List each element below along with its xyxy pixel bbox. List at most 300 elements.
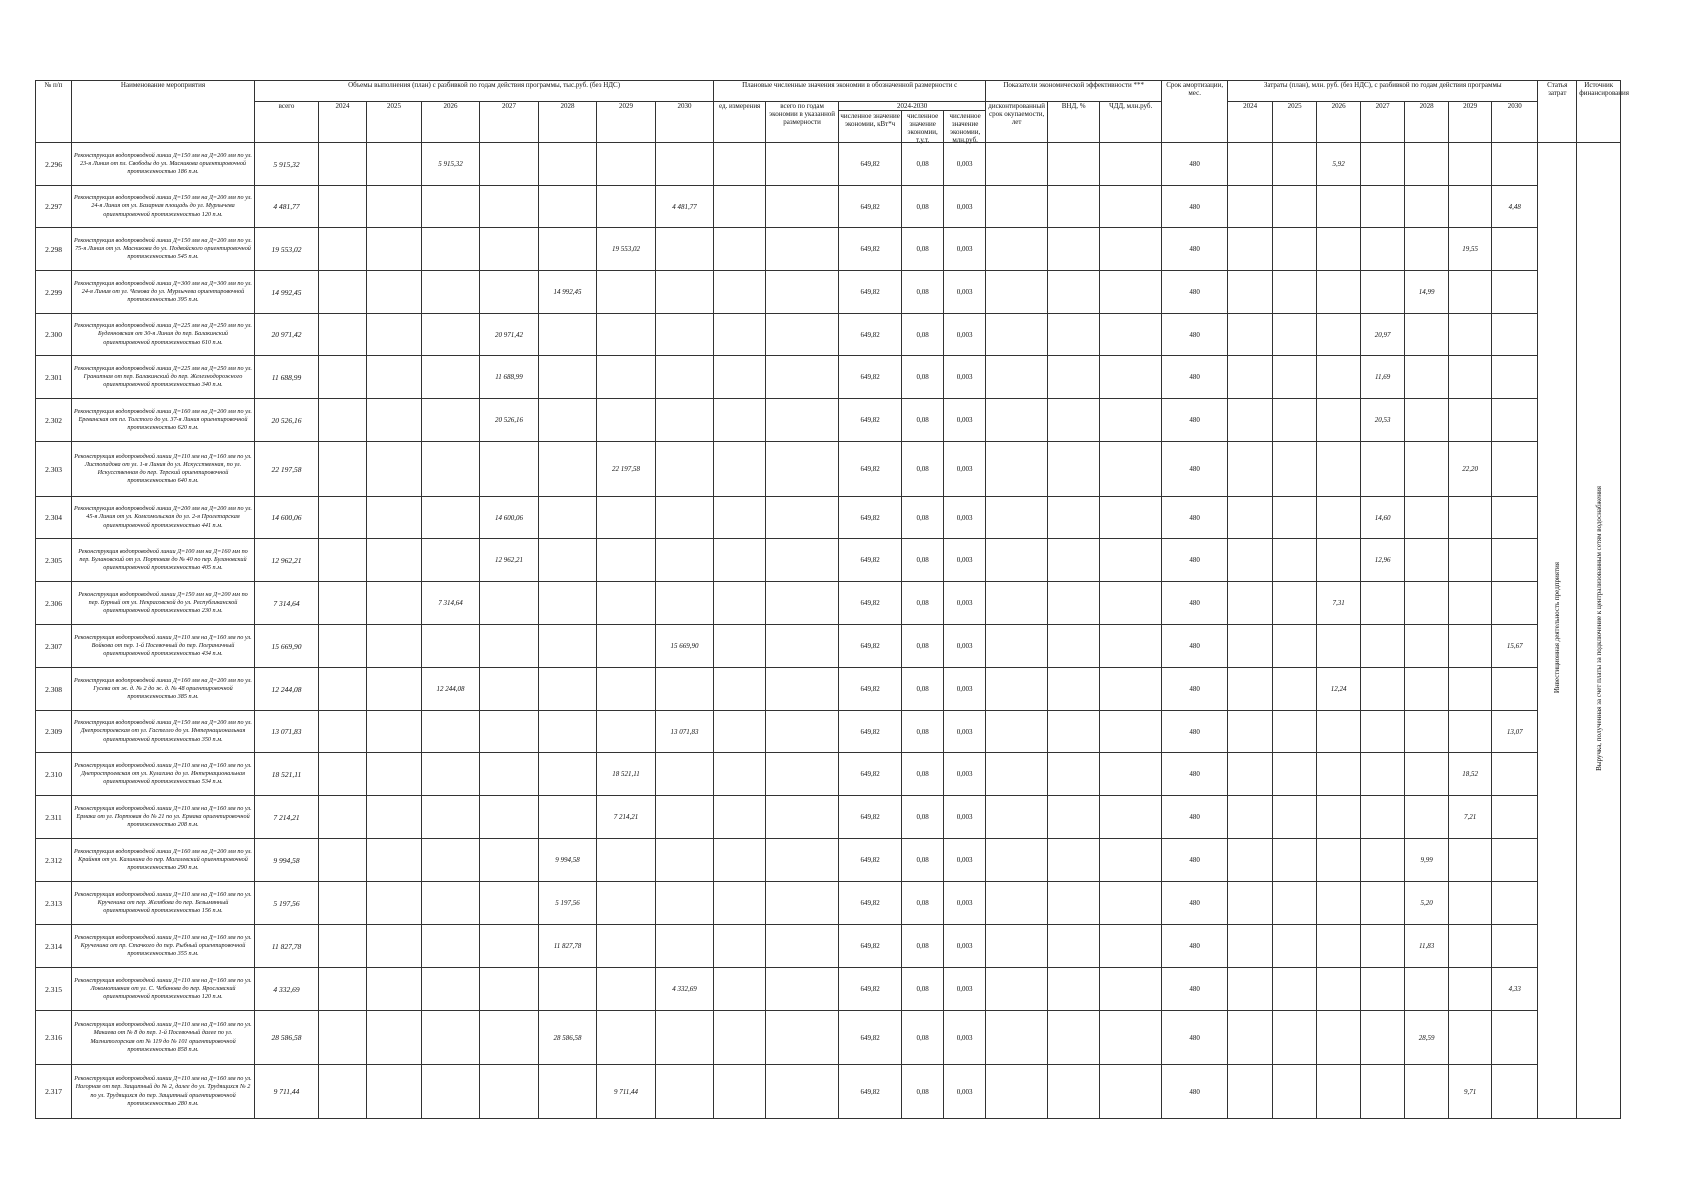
efficiency-cell	[1100, 442, 1162, 497]
row-number: 2.297	[36, 186, 72, 228]
unit-cell	[714, 968, 766, 1011]
unit-cell	[714, 271, 766, 314]
efficiency-cell	[1048, 668, 1100, 711]
efficiency-cell	[1100, 271, 1162, 314]
cost-year-empty	[1361, 582, 1405, 625]
volume-year-empty	[422, 442, 480, 497]
saving-rub: 0,003	[944, 625, 986, 668]
volume-year-empty	[319, 143, 367, 186]
volume-total: 11 688,99	[255, 356, 319, 399]
measure-name: Реконструкция водопроводной линии Д=150 мм на Д=200 мм по ул. Днепростроевская от ул. Гастелло до ул. Интернациональная ориентировочной протяженностью 350 п.м.	[72, 711, 255, 753]
saving-kwh: 649,82	[839, 882, 902, 925]
cost-year-empty	[1405, 625, 1449, 668]
volume-year-empty	[597, 925, 656, 968]
efficiency-cell	[986, 882, 1048, 925]
cost-year-empty	[1492, 753, 1538, 796]
volume-year-empty	[319, 753, 367, 796]
amortization-term: 480	[1162, 968, 1228, 1011]
by-years-cell	[766, 186, 839, 228]
cost-year-empty	[1361, 925, 1405, 968]
saving-rub: 0,003	[944, 796, 986, 839]
cost-year-empty	[1273, 186, 1317, 228]
cost-year-value: 22,20	[1449, 442, 1492, 497]
volume-year-value: 9 994,58	[539, 839, 597, 882]
volume-year-value: 13 071,83	[656, 711, 714, 753]
efficiency-cell	[986, 399, 1048, 442]
efficiency-cell	[1048, 497, 1100, 539]
by-years-cell	[766, 356, 839, 399]
row-number: 2.309	[36, 711, 72, 753]
volume-year-empty	[539, 1065, 597, 1119]
table-row	[36, 271, 1621, 314]
volume-year-empty	[319, 882, 367, 925]
header-cost-year: 2027	[1361, 102, 1405, 143]
efficiency-cell	[1048, 796, 1100, 839]
header-cost-year: 2030	[1492, 102, 1538, 143]
row-number: 2.311	[36, 796, 72, 839]
volume-year-empty	[367, 228, 422, 271]
cost-year-empty	[1405, 753, 1449, 796]
saving-rub: 0,003	[944, 143, 986, 186]
cost-year-empty	[1228, 399, 1273, 442]
saving-rub: 0,003	[944, 753, 986, 796]
table-row	[36, 356, 1621, 399]
cost-year-empty	[1317, 314, 1361, 356]
source-cell	[1577, 143, 1621, 1119]
cost-year-empty	[1492, 271, 1538, 314]
cost-year-empty	[1405, 143, 1449, 186]
efficiency-cell	[1100, 925, 1162, 968]
cost-year-empty	[1492, 539, 1538, 582]
cost-year-empty	[1317, 271, 1361, 314]
cost-year-empty	[1273, 839, 1317, 882]
saving-tut: 0,08	[902, 882, 944, 925]
volume-year-value: 7 314,64	[422, 582, 480, 625]
measure-name: Реконструкция водопроводной линии Д=110 мм на Д=160 мм по ул. Днепростроевская от ул. Кулагина до ул. Интернациональная ориентировочной протяженностью 534 п.м.	[72, 753, 255, 796]
cost-year-empty	[1228, 925, 1273, 968]
saving-kwh: 649,82	[839, 711, 902, 753]
efficiency-cell	[986, 968, 1048, 1011]
volume-year-empty	[656, 925, 714, 968]
cost-year-empty	[1361, 839, 1405, 882]
amortization-term: 480	[1162, 839, 1228, 882]
volume-year-empty	[367, 314, 422, 356]
cost-year-empty	[1449, 186, 1492, 228]
efficiency-cell	[1048, 882, 1100, 925]
table-row	[36, 925, 1621, 968]
efficiency-cell	[986, 753, 1048, 796]
volume-year-empty	[480, 228, 539, 271]
saving-kwh: 649,82	[839, 582, 902, 625]
cost-year-empty	[1273, 582, 1317, 625]
measure-name: Реконструкция водопроводной линии Д=110 мм на Д=160 мм по ул. Войкова от пер. 1-й Посевочный до пер. Пограничный ориентировочной протяженностью 434 п.м.	[72, 625, 255, 668]
table-row	[36, 582, 1621, 625]
cost-year-empty	[1405, 668, 1449, 711]
cost-year-value: 7,21	[1449, 796, 1492, 839]
cost-year-empty	[1317, 356, 1361, 399]
volume-year-value: 14 992,45	[539, 271, 597, 314]
measure-name: Реконструкция водопроводной линии Д=225 мм на Д=250 мм по ул. Буденновская от 30-я Линия до пер. Балакинский ориентировочной протяженностью 610 п.м.	[72, 314, 255, 356]
unit-cell	[714, 925, 766, 968]
table-row	[36, 668, 1621, 711]
unit-cell	[714, 1065, 766, 1119]
cost-year-empty	[1449, 968, 1492, 1011]
cost-year-empty	[1273, 314, 1317, 356]
header-planned-sub: численное значение экономии, млн.руб.	[949, 112, 981, 144]
volume-year-empty	[422, 497, 480, 539]
cost-year-empty	[1228, 314, 1273, 356]
efficiency-cell	[1100, 1011, 1162, 1065]
by-years-cell	[766, 625, 839, 668]
volume-year-empty	[367, 839, 422, 882]
volume-year-empty	[319, 314, 367, 356]
amortization-term: 480	[1162, 753, 1228, 796]
cost-year-empty	[1228, 625, 1273, 668]
article-text: Инвестиционная деятельность предприятия	[1553, 562, 1562, 694]
volume-year-empty	[422, 796, 480, 839]
cost-year-empty	[1361, 143, 1405, 186]
volume-year-empty	[656, 143, 714, 186]
cost-year-empty	[1492, 668, 1538, 711]
volume-year-empty	[367, 582, 422, 625]
cost-year-value: 12,96	[1361, 539, 1405, 582]
article-cell	[1538, 143, 1577, 1119]
volume-year-empty	[656, 442, 714, 497]
cost-year-value: 4,48	[1492, 186, 1538, 228]
volume-year-empty	[319, 442, 367, 497]
efficiency-cell	[986, 925, 1048, 968]
by-years-cell	[766, 753, 839, 796]
volume-year-empty	[597, 839, 656, 882]
efficiency-cell	[1100, 882, 1162, 925]
table-row	[36, 625, 1621, 668]
saving-kwh: 649,82	[839, 753, 902, 796]
measures-table	[35, 80, 1629, 1119]
saving-kwh: 649,82	[839, 399, 902, 442]
volume-year-empty	[480, 625, 539, 668]
efficiency-cell	[1048, 625, 1100, 668]
cost-year-empty	[1449, 668, 1492, 711]
volume-year-empty	[319, 796, 367, 839]
unit-cell	[714, 314, 766, 356]
efficiency-cell	[1048, 399, 1100, 442]
efficiency-cell	[1048, 228, 1100, 271]
volume-year-value: 12 244,08	[422, 668, 480, 711]
saving-kwh: 649,82	[839, 228, 902, 271]
cost-year-empty	[1492, 582, 1538, 625]
cost-year-empty	[1405, 711, 1449, 753]
cost-year-empty	[1228, 539, 1273, 582]
volume-total: 14 992,45	[255, 271, 319, 314]
saving-tut: 0,08	[902, 711, 944, 753]
volume-year-empty	[319, 968, 367, 1011]
volume-year-empty	[480, 711, 539, 753]
cost-year-empty	[1317, 753, 1361, 796]
volume-year-empty	[480, 271, 539, 314]
by-years-cell	[766, 271, 839, 314]
header-efficiency-sub: ВНД, %	[1048, 102, 1100, 143]
cost-year-empty	[1492, 925, 1538, 968]
efficiency-cell	[1048, 711, 1100, 753]
by-years-cell	[766, 925, 839, 968]
volume-year-empty	[656, 228, 714, 271]
measure-name: Реконструкция водопроводной линии Д=110 мм на Д=160 мм по ул. Ермака от ул. Портовая до № 21 по ул. Ермака ориентировочной протяженностью 208 п.м.	[72, 796, 255, 839]
volume-total: 5 197,56	[255, 882, 319, 925]
saving-kwh: 649,82	[839, 668, 902, 711]
cost-year-empty	[1228, 1065, 1273, 1119]
volume-year-value: 12 962,21	[480, 539, 539, 582]
cost-year-empty	[1317, 228, 1361, 271]
table-row	[36, 314, 1621, 356]
row-number: 2.298	[36, 228, 72, 271]
efficiency-cell	[1048, 539, 1100, 582]
cost-year-empty	[1317, 839, 1361, 882]
table-row	[36, 796, 1621, 839]
amortization-term: 480	[1162, 399, 1228, 442]
efficiency-cell	[1048, 314, 1100, 356]
volume-year-empty	[480, 186, 539, 228]
efficiency-cell	[1100, 143, 1162, 186]
unit-cell	[714, 582, 766, 625]
cost-year-empty	[1228, 271, 1273, 314]
efficiency-cell	[1048, 1011, 1100, 1065]
saving-rub: 0,003	[944, 442, 986, 497]
volume-year-empty	[539, 442, 597, 497]
cost-year-empty	[1492, 1011, 1538, 1065]
cost-year-value: 14,60	[1361, 497, 1405, 539]
saving-kwh: 649,82	[839, 1065, 902, 1119]
volume-year-empty	[656, 1065, 714, 1119]
volume-year-empty	[367, 925, 422, 968]
cost-year-empty	[1317, 625, 1361, 668]
saving-tut: 0,08	[902, 539, 944, 582]
cost-year-value: 5,20	[1405, 882, 1449, 925]
volume-year-value: 7 214,21	[597, 796, 656, 839]
investment-program-table-page	[35, 80, 1629, 1119]
volume-year-empty	[656, 668, 714, 711]
cost-year-empty	[1228, 582, 1273, 625]
unit-cell	[714, 1011, 766, 1065]
volume-year-empty	[539, 143, 597, 186]
volume-year-empty	[367, 625, 422, 668]
volume-year-empty	[422, 186, 480, 228]
header-efficiency-group: Показатели экономической эффективности ***	[986, 81, 1162, 102]
cost-year-empty	[1449, 882, 1492, 925]
volume-total: 18 521,11	[255, 753, 319, 796]
cost-year-empty	[1405, 314, 1449, 356]
volume-year-empty	[422, 271, 480, 314]
by-years-cell	[766, 143, 839, 186]
saving-rub: 0,003	[944, 271, 986, 314]
cost-year-empty	[1273, 539, 1317, 582]
volume-year-empty	[480, 143, 539, 186]
cost-year-empty	[1492, 356, 1538, 399]
cost-year-empty	[1228, 753, 1273, 796]
efficiency-cell	[1100, 753, 1162, 796]
header-cost-year: 2029	[1449, 102, 1492, 143]
cost-year-empty	[1317, 497, 1361, 539]
volume-year-empty	[597, 143, 656, 186]
volume-year-empty	[422, 1011, 480, 1065]
saving-rub: 0,003	[944, 968, 986, 1011]
amortization-term: 480	[1162, 539, 1228, 582]
efficiency-cell	[986, 442, 1048, 497]
volume-year-empty	[319, 625, 367, 668]
measure-name: Реконструкция водопроводной линии Д=110 мм на Д=160 мм по ул. Макаева от № 8 до пер. 1-й Посевочный далее по ул. Магнитогорская от № 119 до № 101 ориентировочной протяженностью 858 п.м.	[72, 1011, 255, 1065]
amortization-term: 480	[1162, 625, 1228, 668]
amortization-term: 480	[1162, 1065, 1228, 1119]
header-planned-group: Плановые численные значения экономии в обозначенной размерности с	[714, 81, 986, 102]
cost-year-empty	[1317, 882, 1361, 925]
row-number: 2.302	[36, 399, 72, 442]
cost-year-empty	[1492, 839, 1538, 882]
efficiency-cell	[986, 711, 1048, 753]
header-volume-year: 2024	[319, 102, 367, 143]
saving-kwh: 649,82	[839, 143, 902, 186]
volume-total: 12 244,08	[255, 668, 319, 711]
volume-year-empty	[480, 1065, 539, 1119]
cost-year-empty	[1273, 711, 1317, 753]
saving-tut: 0,08	[902, 497, 944, 539]
saving-kwh: 649,82	[839, 796, 902, 839]
cost-year-empty	[1492, 497, 1538, 539]
saving-rub: 0,003	[944, 228, 986, 271]
header-source: Источник финансирования	[1577, 81, 1621, 143]
by-years-cell	[766, 711, 839, 753]
efficiency-cell	[1048, 925, 1100, 968]
header-efficiency-sub: дисконтированный срок окупаемости, лет	[986, 102, 1048, 143]
source-text: Выручка, полученная за счет платы за подключение к централизованным сетям водоснабжения	[1594, 485, 1603, 771]
volume-year-empty	[422, 625, 480, 668]
efficiency-cell	[986, 1065, 1048, 1119]
volume-year-empty	[597, 711, 656, 753]
volume-year-empty	[319, 925, 367, 968]
volume-year-empty	[422, 1065, 480, 1119]
amortization-term: 480	[1162, 796, 1228, 839]
volume-year-empty	[597, 314, 656, 356]
header-cost-year: 2024	[1228, 102, 1273, 143]
volume-year-empty	[539, 968, 597, 1011]
unit-cell	[714, 668, 766, 711]
volume-year-empty	[367, 882, 422, 925]
volume-year-value: 18 521,11	[597, 753, 656, 796]
efficiency-cell	[1048, 968, 1100, 1011]
volume-total: 20 526,16	[255, 399, 319, 442]
volume-year-empty	[319, 497, 367, 539]
cost-year-empty	[1228, 882, 1273, 925]
volume-year-empty	[367, 271, 422, 314]
unit-cell	[714, 625, 766, 668]
cost-year-empty	[1228, 968, 1273, 1011]
cost-year-empty	[1317, 442, 1361, 497]
cost-year-empty	[1228, 442, 1273, 497]
efficiency-cell	[1100, 1065, 1162, 1119]
cost-year-empty	[1492, 399, 1538, 442]
efficiency-cell	[986, 539, 1048, 582]
saving-tut: 0,08	[902, 839, 944, 882]
cost-year-empty	[1405, 539, 1449, 582]
header-volume-year: 2026	[422, 102, 480, 143]
by-years-cell	[766, 228, 839, 271]
header-costs-group: Затраты (план), млн. руб. (без НДС), с разбивкой по годам действия программы	[1228, 81, 1538, 102]
measure-name: Реконструкция водопроводной линии Д=110 мм на Д=160 мм по ул. Нагорная от пер. Защитный до № 2, далее до ул. Трудящихся № 2 по ул. Трудящихся до пер. Защитный ориентировочной протяженностью 280 п.м.	[72, 1065, 255, 1119]
saving-rub: 0,003	[944, 314, 986, 356]
cost-year-empty	[1317, 711, 1361, 753]
volume-year-empty	[367, 539, 422, 582]
efficiency-cell	[986, 1011, 1048, 1065]
volume-total: 28 586,58	[255, 1011, 319, 1065]
cost-year-empty	[1273, 228, 1317, 271]
cost-year-empty	[1361, 668, 1405, 711]
amortization-term: 480	[1162, 668, 1228, 711]
volume-year-empty	[319, 1065, 367, 1119]
volume-year-value: 4 332,69	[656, 968, 714, 1011]
volume-year-value: 9 711,44	[597, 1065, 656, 1119]
volume-year-empty	[539, 668, 597, 711]
table-row	[36, 539, 1621, 582]
cost-year-empty	[1449, 271, 1492, 314]
volume-year-value: 28 586,58	[539, 1011, 597, 1065]
cost-year-empty	[1317, 925, 1361, 968]
table-row	[36, 442, 1621, 497]
unit-cell	[714, 839, 766, 882]
cost-year-empty	[1228, 711, 1273, 753]
cost-year-value: 9,99	[1405, 839, 1449, 882]
amortization-term: 480	[1162, 882, 1228, 925]
volume-total: 20 971,42	[255, 314, 319, 356]
table-row	[36, 839, 1621, 882]
header-num: № п/п	[36, 81, 72, 143]
measure-name: Реконструкция водопроводной линии Д=160 мм на Д=200 мм по ул. Ереванская от пл. Толстого до ул. 37-я Линия ориентировочной протяженностью 620 п.м.	[72, 399, 255, 442]
saving-kwh: 649,82	[839, 539, 902, 582]
amortization-term: 480	[1162, 442, 1228, 497]
saving-kwh: 649,82	[839, 356, 902, 399]
volume-year-empty	[422, 356, 480, 399]
volume-year-empty	[539, 399, 597, 442]
volume-year-empty	[422, 968, 480, 1011]
cost-year-empty	[1492, 314, 1538, 356]
efficiency-cell	[1048, 271, 1100, 314]
cost-year-empty	[1317, 796, 1361, 839]
volume-total: 5 915,32	[255, 143, 319, 186]
saving-tut: 0,08	[902, 968, 944, 1011]
volume-year-empty	[539, 228, 597, 271]
cost-year-value: 11,83	[1405, 925, 1449, 968]
volume-year-empty	[597, 271, 656, 314]
volume-year-empty	[319, 711, 367, 753]
by-years-cell	[766, 497, 839, 539]
saving-tut: 0,08	[902, 668, 944, 711]
efficiency-cell	[1048, 582, 1100, 625]
volume-year-empty	[319, 839, 367, 882]
row-number: 2.300	[36, 314, 72, 356]
measure-name: Реконструкция водопроводной линии Д=160 мм на Д=200 мм по ул. Гусева от ж. д. № 2 до ж. д. № 48 ориентировочной протяженностью 385 п.м.	[72, 668, 255, 711]
volume-year-empty	[539, 314, 597, 356]
volume-year-empty	[656, 314, 714, 356]
saving-kwh: 649,82	[839, 839, 902, 882]
saving-rub: 0,003	[944, 582, 986, 625]
header-volume-year: 2029	[597, 102, 656, 143]
volume-year-empty	[422, 314, 480, 356]
volume-year-empty	[539, 711, 597, 753]
cost-year-empty	[1361, 796, 1405, 839]
volume-year-empty	[367, 711, 422, 753]
by-years-cell	[766, 1065, 839, 1119]
volume-year-empty	[422, 539, 480, 582]
volume-year-empty	[422, 399, 480, 442]
saving-tut: 0,08	[902, 925, 944, 968]
volume-year-value: 11 688,99	[480, 356, 539, 399]
